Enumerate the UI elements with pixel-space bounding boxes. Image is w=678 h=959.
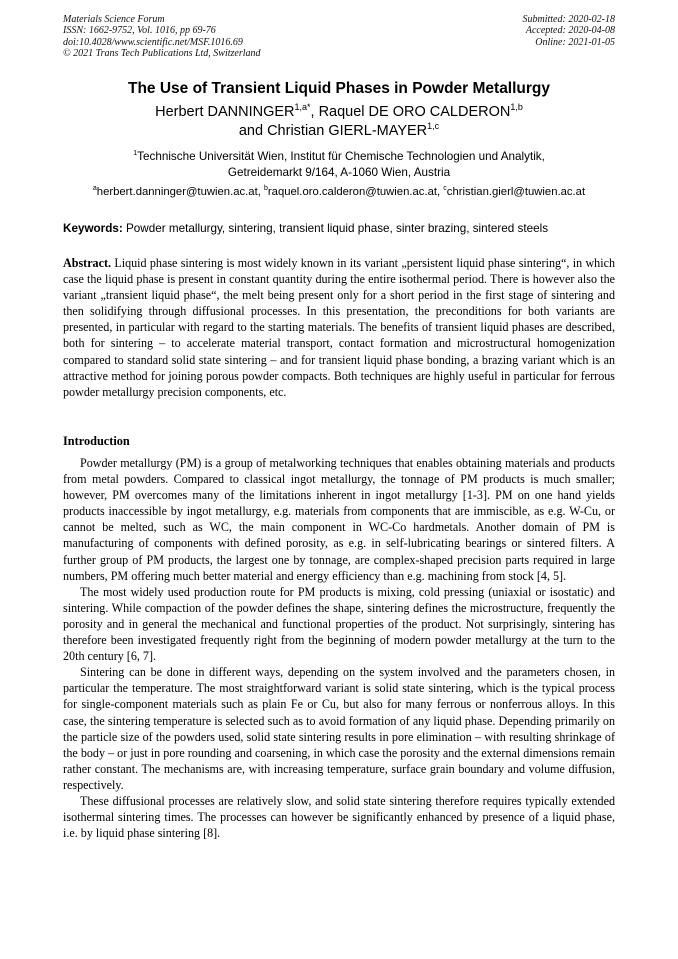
email-list [0, 186, 678, 198]
author-separator: , [310, 104, 319, 120]
email-separator: , [437, 186, 444, 198]
affiliation-line: Getreidemarkt 9/164, A-1060 Wien, Austria [227, 166, 451, 179]
abstract [63, 255, 615, 400]
submitted-date: Submitted: 2020-02-18 [522, 14, 615, 25]
author-name: Herbert DANNINGER [155, 104, 295, 120]
author-affiliation-mark: 1,b [510, 102, 523, 113]
email-mark: c [443, 185, 447, 193]
paragraph: Powder metallurgy (PM) is a group of metalworking techniques that enables obtaining materials and products from metal powders. Compared to classical ingot metallurgy, the tonnage of PM products is much smaller; however, PM overcomes many of the limitations inherent in ingot metallurgy [1-3]. PM on one hand yields products inaccessible by ingot metallurgy, e.g. materials from components that are immiscible, as e.g. W-Cu, or cannot be melted, such as WC, the main component in WC-Co hardmetals. Another domain of PM is manufacturing of components with defined porosity, as e.g. in self-lubricating bearings or sintered filters. A further group of PM products, the largest one by tonnage, are complex-shaped precision parts required in large numbers, PM offering much better material and energy efficiency than e.g. machining from stock [4, 5]. [63, 456, 615, 583]
journal-header [63, 14, 261, 60]
abstract-label: Abstract. [63, 256, 112, 270]
issn-line: ISSN: 1662-9752, Vol. 1016, pp 69-76 [63, 25, 216, 37]
section-heading-introduction: Introduction [63, 434, 130, 448]
abstract-text: Liquid phase sintering is most widely known in its variant „persistent liquid phase sintering“, in which case the liquid phase is present in constant quantity during the entire isothermal period. There is however also the variant „transient liquid phase“, the melt being present only for a short period in the first stage of sintering and then solidifying through diffusional processes. In this presentation, the preconditions for both variants are presented, in particular with regard to the starting materials. The benefits of transient liquid phases are described, both for sintering – to accelerate material transport, contact formation and microstructural homogenization compared to standard solid state sintering – and for transient liquid phase bonding, a brazing variant which is an attractive method for joining porous powder compacts. Both techniques are highly useful in particular for ferrous powder metallurgy precision components, etc. [63, 256, 615, 399]
accepted-date: Accepted: 2020-04-08 [525, 25, 615, 37]
author-conjunction: and [238, 123, 268, 139]
email-link[interactable]: christian.gierl@tuwien.ac.at [446, 186, 586, 198]
affiliation-line: Technische Universität Wien, Institut für Chemische Technologien und Analytik, [137, 150, 545, 163]
introduction-body [63, 455, 615, 841]
copyright-line: © 2021 Trans Tech Publications Ltd, Switzerland [63, 48, 261, 60]
paragraph: These diffusional processes are relatively slow, and solid state sintering therefore requires typically extended isothermal sintering times. The processes can however be significantly enhanced by presence of a liquid phase, i.e. by liquid phase sintering [8]. [63, 793, 615, 841]
online-date: Online: 2021-01-05 [535, 36, 615, 48]
email-link[interactable]: herbert.danninger@tuwien.ac.at [96, 186, 258, 198]
email-mark: b [264, 185, 268, 193]
email-link[interactable]: raquel.oro.calderon@tuwien.ac.at [267, 186, 438, 198]
email-separator: , [257, 186, 264, 198]
keywords-label: Keywords: [63, 222, 123, 235]
author-name: Christian GIERL-MAYER [267, 123, 428, 139]
author-affiliation-mark: 1,a* [294, 102, 311, 113]
paragraph: Sintering can be done in different ways, depending on the system involved and the parameters chosen, in particular the temperature. The most straightforward variant is solid state sintering, which is the typical process for single-component materials such as plain Fe or Cu, but also for many ferrous or nonferrous alloys. In this case, the sintering temperature is selected such as to avoid formation of any liquid phase. Depending primarily on the particle size of the powders used, solid state sintering results in pore elimination – with resulting shrinkage of the body – or just in pore rounding and coarsening, in which case the porosity and the external dimensions remain rather constant. The mechanisms are, with increasing temperature, surface grain boundary and volume diffusion, respectively. [63, 665, 615, 792]
keywords-text: Powder metallurgy, sintering, transient liquid phase, sinter brazing, sintered steels [122, 222, 549, 235]
paragraph: The most widely used production route for PM products is mixing, cold pressing (uniaxial or isostatic) and sintering. While compaction of the powder defines the shape, sintering defines the microstructure, frequently the porosity and in general the mechanical and functional properties of the product. Not surprisingly, sintering has therefore been investigated frequently right from the beginning of modern powder metallurgy at the turn to the 20th century [6, 7]. [63, 584, 615, 664]
keywords [63, 222, 623, 235]
email-mark: a [92, 185, 97, 193]
affiliation [0, 149, 678, 181]
author-list [0, 103, 678, 141]
author-name: Raquel DE ORO CALDERON [318, 104, 511, 120]
author-affiliation-mark: 1,c [427, 121, 440, 132]
dates-header [523, 14, 616, 48]
journal-name: Materials Science Forum [63, 14, 165, 25]
paper-title: The Use of Transient Liquid Phases in Powder Metallurgy [127, 80, 551, 97]
doi-line: doi:10.4028/www.scientific.net/MSF.1016.69 [63, 36, 243, 48]
affiliation-mark: 1 [133, 148, 138, 158]
